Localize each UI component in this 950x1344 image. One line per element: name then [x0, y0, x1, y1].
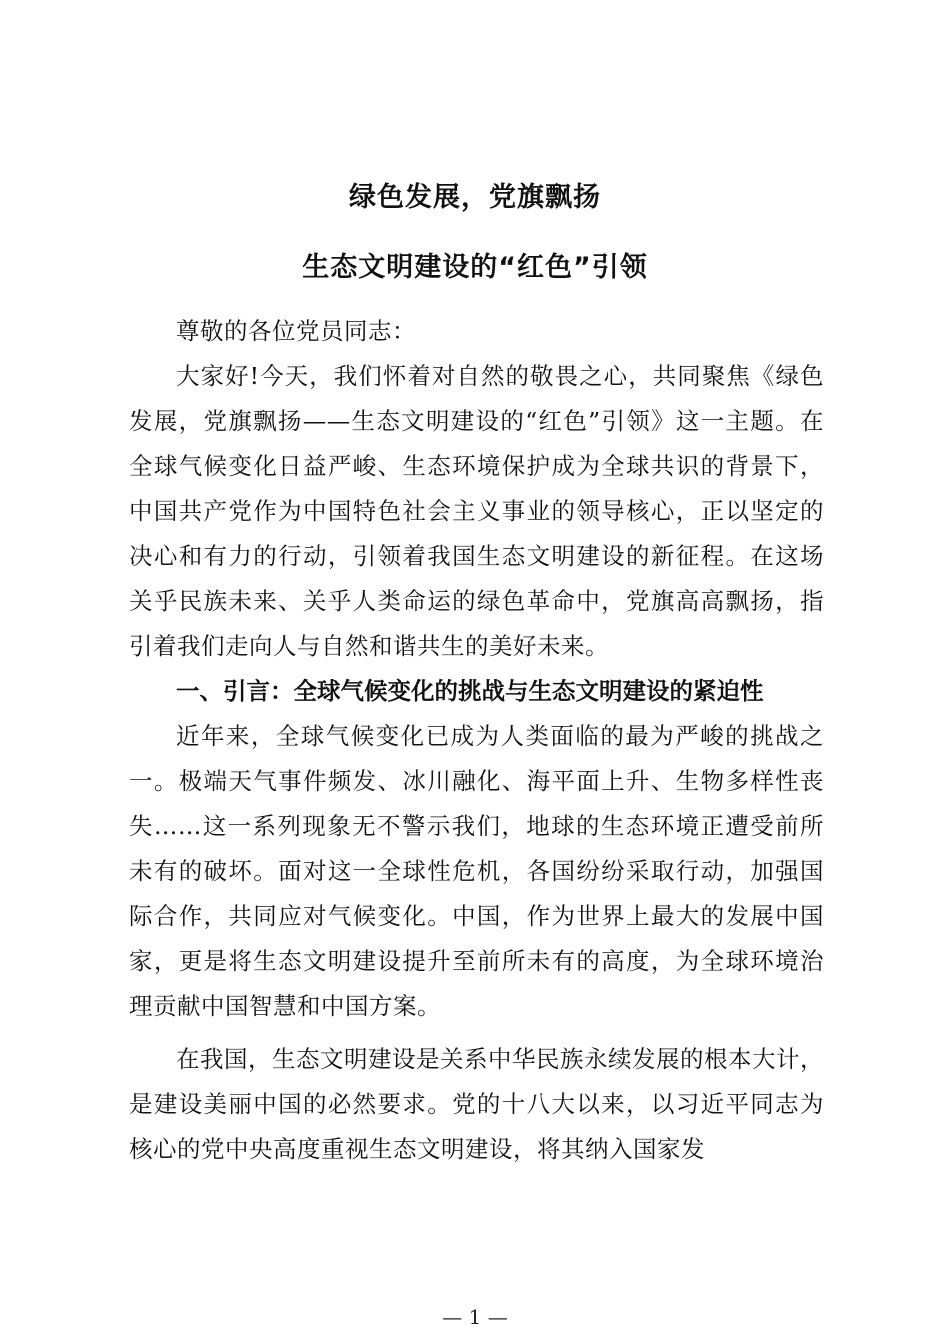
document-subtitle: 生态文明建设的“红色”引领 — [302, 252, 648, 283]
document-title: 绿色发展，党旗飘扬 — [349, 182, 601, 213]
page-number: — 1 — — [442, 1305, 508, 1329]
intro-paragraph: 大家好!今天，我们怀着对自然的敬畏之心，共同聚焦《绿色发展，党旗飘扬——生态文明建设的“红色”引领》这一主题。在全球气候变化日益严峻、生态环境保护成为全球共识的背景下，中国共产党作为中国特色社会主义事业的领导核心，正以坚定的决心和有力的行动，引领着我国生态文明建设的新征程。在这场关乎民族未来、关乎人类命运的绿色革命中，党旗高高飘扬，指引着我们走向人与自然和谐共生的美好未来。 — [129, 362, 824, 660]
body-paragraph: 近年来，全球气候变化已成为人类面临的最为严峻的挑战之一。极端天气事件频发、冰川融化、海平面上升、生物多样性丧失……这一系列现象无不警示我们，地球的生态环境正遭受前所未有的破坏。面对这一全球性危机，各国纷纷采取行动，加强国际合作，共同应对气候变化。中国，作为世界上最大的发展中国家，更是将生态文明建设提升至前所未有的高度，为全球环境治理贡献中国智慧和中国方案。 — [129, 722, 824, 1020]
salutation-paragraph: 尊敬的各位党员同志： — [176, 317, 416, 345]
document-body — [129, 309, 824, 1172]
section-heading: 一、引言：全球气候变化的挑战与生态文明建设的紧迫性 — [176, 677, 764, 705]
body-paragraph: 在我国，生态文明建设是关系中华民族永续发展的根本大计，是建设美丽中国的必然要求。党的十八大以来，以习近平同志为核心的党中央高度重视生态文明建设，将其纳入国家发 — [129, 1045, 824, 1163]
